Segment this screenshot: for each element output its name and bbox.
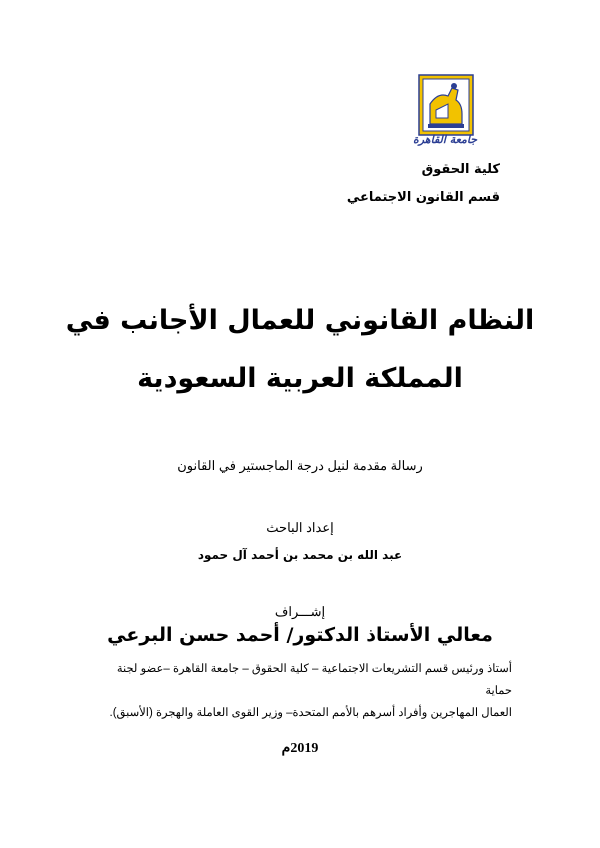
logo-caption: جامعة القاهرة xyxy=(412,133,478,146)
department-name: قسم القانون الاجتماعي xyxy=(346,190,500,205)
year: 2019م xyxy=(281,741,319,756)
supervisor-name: معالي الأستاذ الدكتور/ أحمد حسن البرعي xyxy=(107,624,493,646)
thesis-title-line-2: المملكة العربية السعودية xyxy=(137,363,463,394)
supervisor-bio-line-2: العمال المهاجرين وأفراد أسرهم بالأمم المتحدة– وزير القوى العاملة والهجرة (الأسبق). xyxy=(109,707,512,719)
prepared-by-label: إعداد الباحث xyxy=(266,520,334,535)
degree-statement: رسالة مقدمة لنيل درجة الماجستير في القانون xyxy=(177,458,423,473)
researcher-name: عبد الله بن محمد بن أحمد آل حمود xyxy=(197,548,403,562)
thesis-title-line-1: النظام القانوني للعمال الأجانب في xyxy=(65,305,535,336)
supervisor-bio xyxy=(100,658,512,724)
faculty-name: كلية الحقوق xyxy=(421,162,500,177)
supervisor-bio-line-1: أستاذ ورئيس قسم التشريعات الاجتماعية – كلية الحقوق – جامعة القاهرة –عضو لجنة حماية xyxy=(116,663,512,697)
supervision-label: إشـــراف xyxy=(274,604,326,619)
